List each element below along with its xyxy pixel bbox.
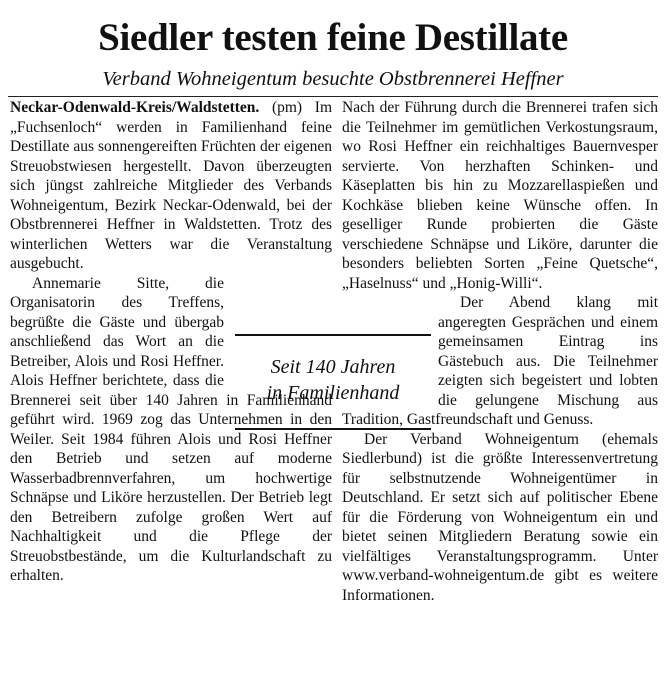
paragraph-text: Im „Fuchsenloch“ werden in Familienhand feine Destillate aus sonnengereiften Früchten der eigenen Streuobstwiesen hergestellt. Davon überzeugten sich jüngst zahlreiche Mitglieder des Verbands Wohneigentum, Bezirk Neckar-Odenwald, bei der Obstbrennerei Heffner in Waldstetten. Trotz des winterlichen Wetters war die Veranstaltung ausgebucht.: [10, 99, 333, 272]
pullquote-line: in Familienhand: [266, 382, 400, 404]
dateline: Neckar-Odenwald-Kreis/Waldstetten.: [10, 99, 260, 116]
paragraph-text: Der Verband Wohneigentum (ehemals Siedlerbund) ist die größte Interessenvertretung für selbstnutzende Wohneigentümer in Deutschland. Er setzt sich auf politischer Ebene für die Förderung von Wohneigentum ein und bietet seinen Mitgliedern Beratung sowie ein vielfältiges Veranstaltungsprogramm. Unter www.verband-wohneigentum.de gibt es weitere Informationen.: [342, 430, 658, 604]
article-paragraph: [342, 430, 658, 606]
article-subheadline: Verband Wohneigentum besuchte Obstbrennerei Heffner: [102, 68, 564, 90]
pullquote-text: [235, 354, 431, 406]
pullquote-rule-bottom: [235, 428, 431, 430]
article-paragraph: [342, 98, 658, 293]
headline-divider: [8, 96, 658, 97]
paragraph-text: Annemarie Sitte, die Organisatorin des Treffens, begrüßte die Gäste und übergab anschließend das Wort an die Betreiber, Alois und Rosi Heffner. Alois Heffner berichtete, dass die Brennerei seit über 140 Jahren in Familienhand geführt wird. 1969 zog das Unternehmen in den Weiler. Seit 1984 führen Alois und Rosi Heffner den Betrieb und setzen auf moderne Wasserbadbrennverfahren, um hochwertige Schnäpse und Liköre herzustellen. Der Betrieb legt den Betreibern zufolge großen Wert auf Nachhaltigkeit und die Pflege der Streuobstbestände, um die Kulturlandschaft zu erhalten.: [10, 274, 332, 584]
pullquote-line: Seit 140 Jahren: [270, 356, 396, 378]
byline: (pm): [271, 99, 303, 116]
article-headline: Siedler testen feine Destillate: [98, 16, 568, 59]
paragraph-text: Der Abend klang mit angeregten Gesprächen und einem gemeinsamen Eintrag ins Gästebuch aus. Die Teilnehmer zeigten sich begeistert und lobten die gelungene Mischung aus Tradition, Gastfreundschaft und Genuss.: [342, 294, 658, 428]
pullquote: [235, 334, 431, 430]
pullquote-rule-top: [235, 334, 431, 336]
article-paragraph-intro: [10, 98, 332, 274]
paragraph-text: Nach der Führung durch die Brennerei trafen sich die Teilnehmer im gemütlichen Verkostungsraum, wo Rosi Heffner ein reichhaltiges Bauernvesper servierte. Von herzhaften Schinken- und Käseplatten bis hin zu Mozzarellaspießen und Kochkäse blieben keine Wünsche offen. In geselliger Runde probierten die Gäste verschiedene Schnäpse und Liköre, darunter die besonders beliebten Sorten „Feine Quetsche“, „Haselnuss“ und „Honig-Willi“.: [342, 99, 658, 292]
